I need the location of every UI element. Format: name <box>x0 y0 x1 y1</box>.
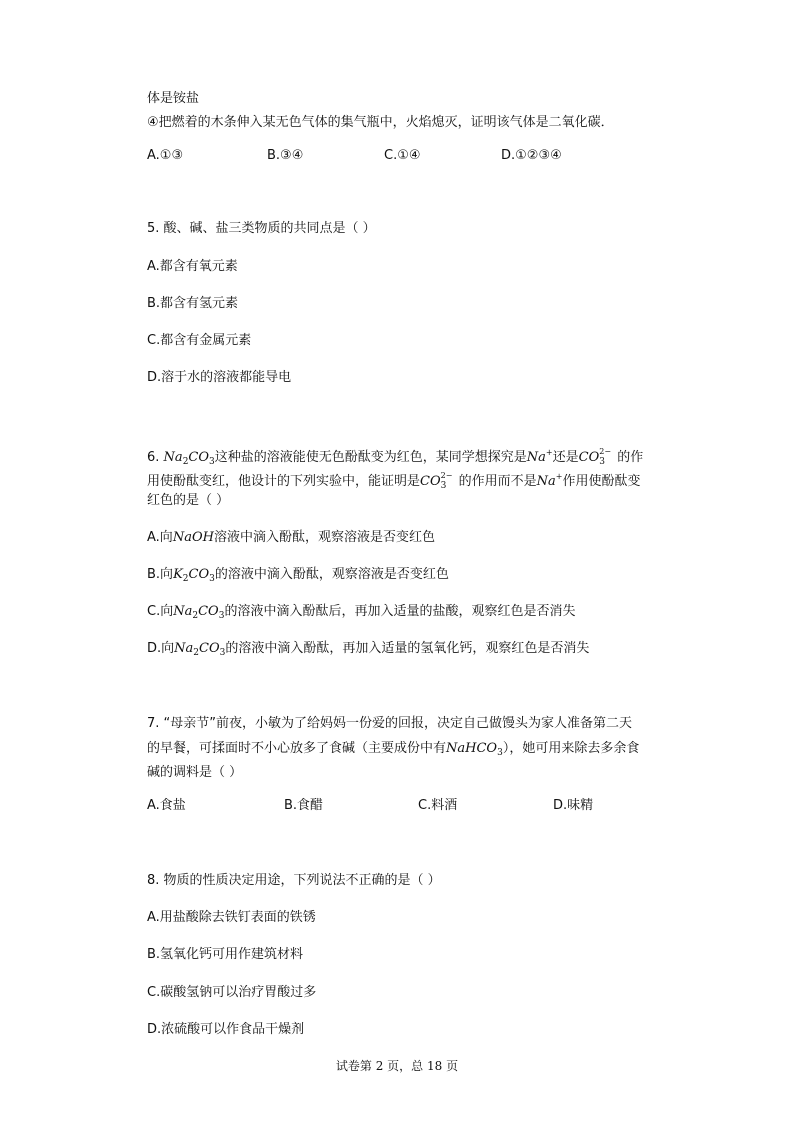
q8-stem: 8. 物质的性质决定用途，下列说法不正确的是（ ） <box>147 873 441 888</box>
q6-stem-line1 <box>147 444 643 471</box>
q5-option-c: C.都含有金属元素 <box>147 333 252 348</box>
q5-option-b: B.都含有氢元素 <box>147 296 239 311</box>
q7-option-c: C.料酒 <box>418 798 458 813</box>
q8-option-d: D.浓硫酸可以作食品干燥剂 <box>147 1022 305 1037</box>
q4-option-b: B.③④ <box>267 148 304 163</box>
q6-text: 这种盐的溶液能使无色酚酞变为红色，某同学想探究是 <box>214 450 527 465</box>
q8-option-c: C.碳酸氢钠可以治疗胃酸过多 <box>147 985 317 1000</box>
q7-stem-line2: 的早餐，可揉面时不小心放多了食碱（主要成份中有NaHCO$_3$），她可用来除去多余食 <box>147 741 640 758</box>
page-footer: 试卷第 2 页，总 18 页 <box>335 1059 459 1073</box>
q6-text: 的作用而不是 <box>458 474 537 489</box>
formula-na-ion: Na+ <box>536 472 563 489</box>
q4-option-c: C.①④ <box>384 148 421 163</box>
q6-stem-line2 <box>147 468 641 491</box>
q7-option-b: B.食醋 <box>284 798 324 813</box>
q7-stem-line3: 碱的调料是（ ） <box>147 765 243 780</box>
formula-k2co3: $K_2CO_3$ <box>173 567 215 584</box>
q5-option-a: A.都含有氧元素 <box>147 259 238 274</box>
q6-option-c: C.向$Na_2CO_3$的溶液中滴入酚酞后，再加入适量的盐酸，观察红色是否消失 <box>147 604 576 621</box>
formula-na-ion: Na+ <box>526 448 553 465</box>
q6-option-d: D.向$Na_2CO_3$的溶液中滴入酚酞，再加入适量的氢氧化钙，观察红色是否消失 <box>147 641 590 658</box>
q4-item4: ④把燃着的木条伸入某无色气体的集气瓶中，火焰熄灭，证明该气体是二氧化碳． <box>147 115 614 130</box>
formula-na2co3: $Na_2CO_3$ <box>173 604 225 621</box>
q6-text: 用使酚酞变红，他设计的下列实验中，能证明是 <box>147 474 421 489</box>
q4-tail: 体是铵盐 <box>147 91 200 106</box>
q5-stem: 5. 酸、碱、盐三类物质的共同点是（ ） <box>147 221 376 236</box>
formula-na2co3: $Na_2CO_3$ <box>174 641 226 658</box>
q7-option-a: A.食盐 <box>147 798 186 813</box>
q6-number: 6. <box>147 450 160 465</box>
formula-co3-ion: CO 2− 3 <box>578 447 612 467</box>
q4-option-a: A.①③ <box>147 148 184 163</box>
q6-option-a: A.向NaOH溶液中滴入酚酞，观察溶液是否变红色 <box>147 530 435 545</box>
formula-nahco3: NaHCO$_3$ <box>446 741 503 758</box>
q7-stem-line1: 7. “母亲节”前夜，小敏为了给妈妈一份爱的回报，决定自己做馒头为家人准备第二天 <box>147 716 633 731</box>
q5-option-d: D.溶于水的溶液都能导电 <box>147 370 292 385</box>
formula-naoh: NaOH <box>172 530 214 545</box>
q6-stem-line3: 红色的是（ ） <box>147 493 230 508</box>
q8-option-b: B.氢氧化钙可用作建筑材料 <box>147 947 304 962</box>
q6-option-b: B.向$K_2CO_3$的溶液中滴入酚酞，观察溶液是否变红色 <box>147 567 449 584</box>
formula-co3-ion: CO 2− 3 <box>420 471 453 491</box>
q8-option-a: A.用盐酸除去铁钉表面的铁锈 <box>147 910 316 925</box>
q4-option-d: D.①②③④ <box>501 148 562 163</box>
formula-na2co3: $Na_2CO_3$ <box>163 450 215 467</box>
q6-text: 还是 <box>552 450 579 465</box>
q6-text: 作用使酚酞变 <box>562 474 641 489</box>
q7-option-d: D.味精 <box>553 798 594 813</box>
q6-text: 的作 <box>617 450 644 465</box>
